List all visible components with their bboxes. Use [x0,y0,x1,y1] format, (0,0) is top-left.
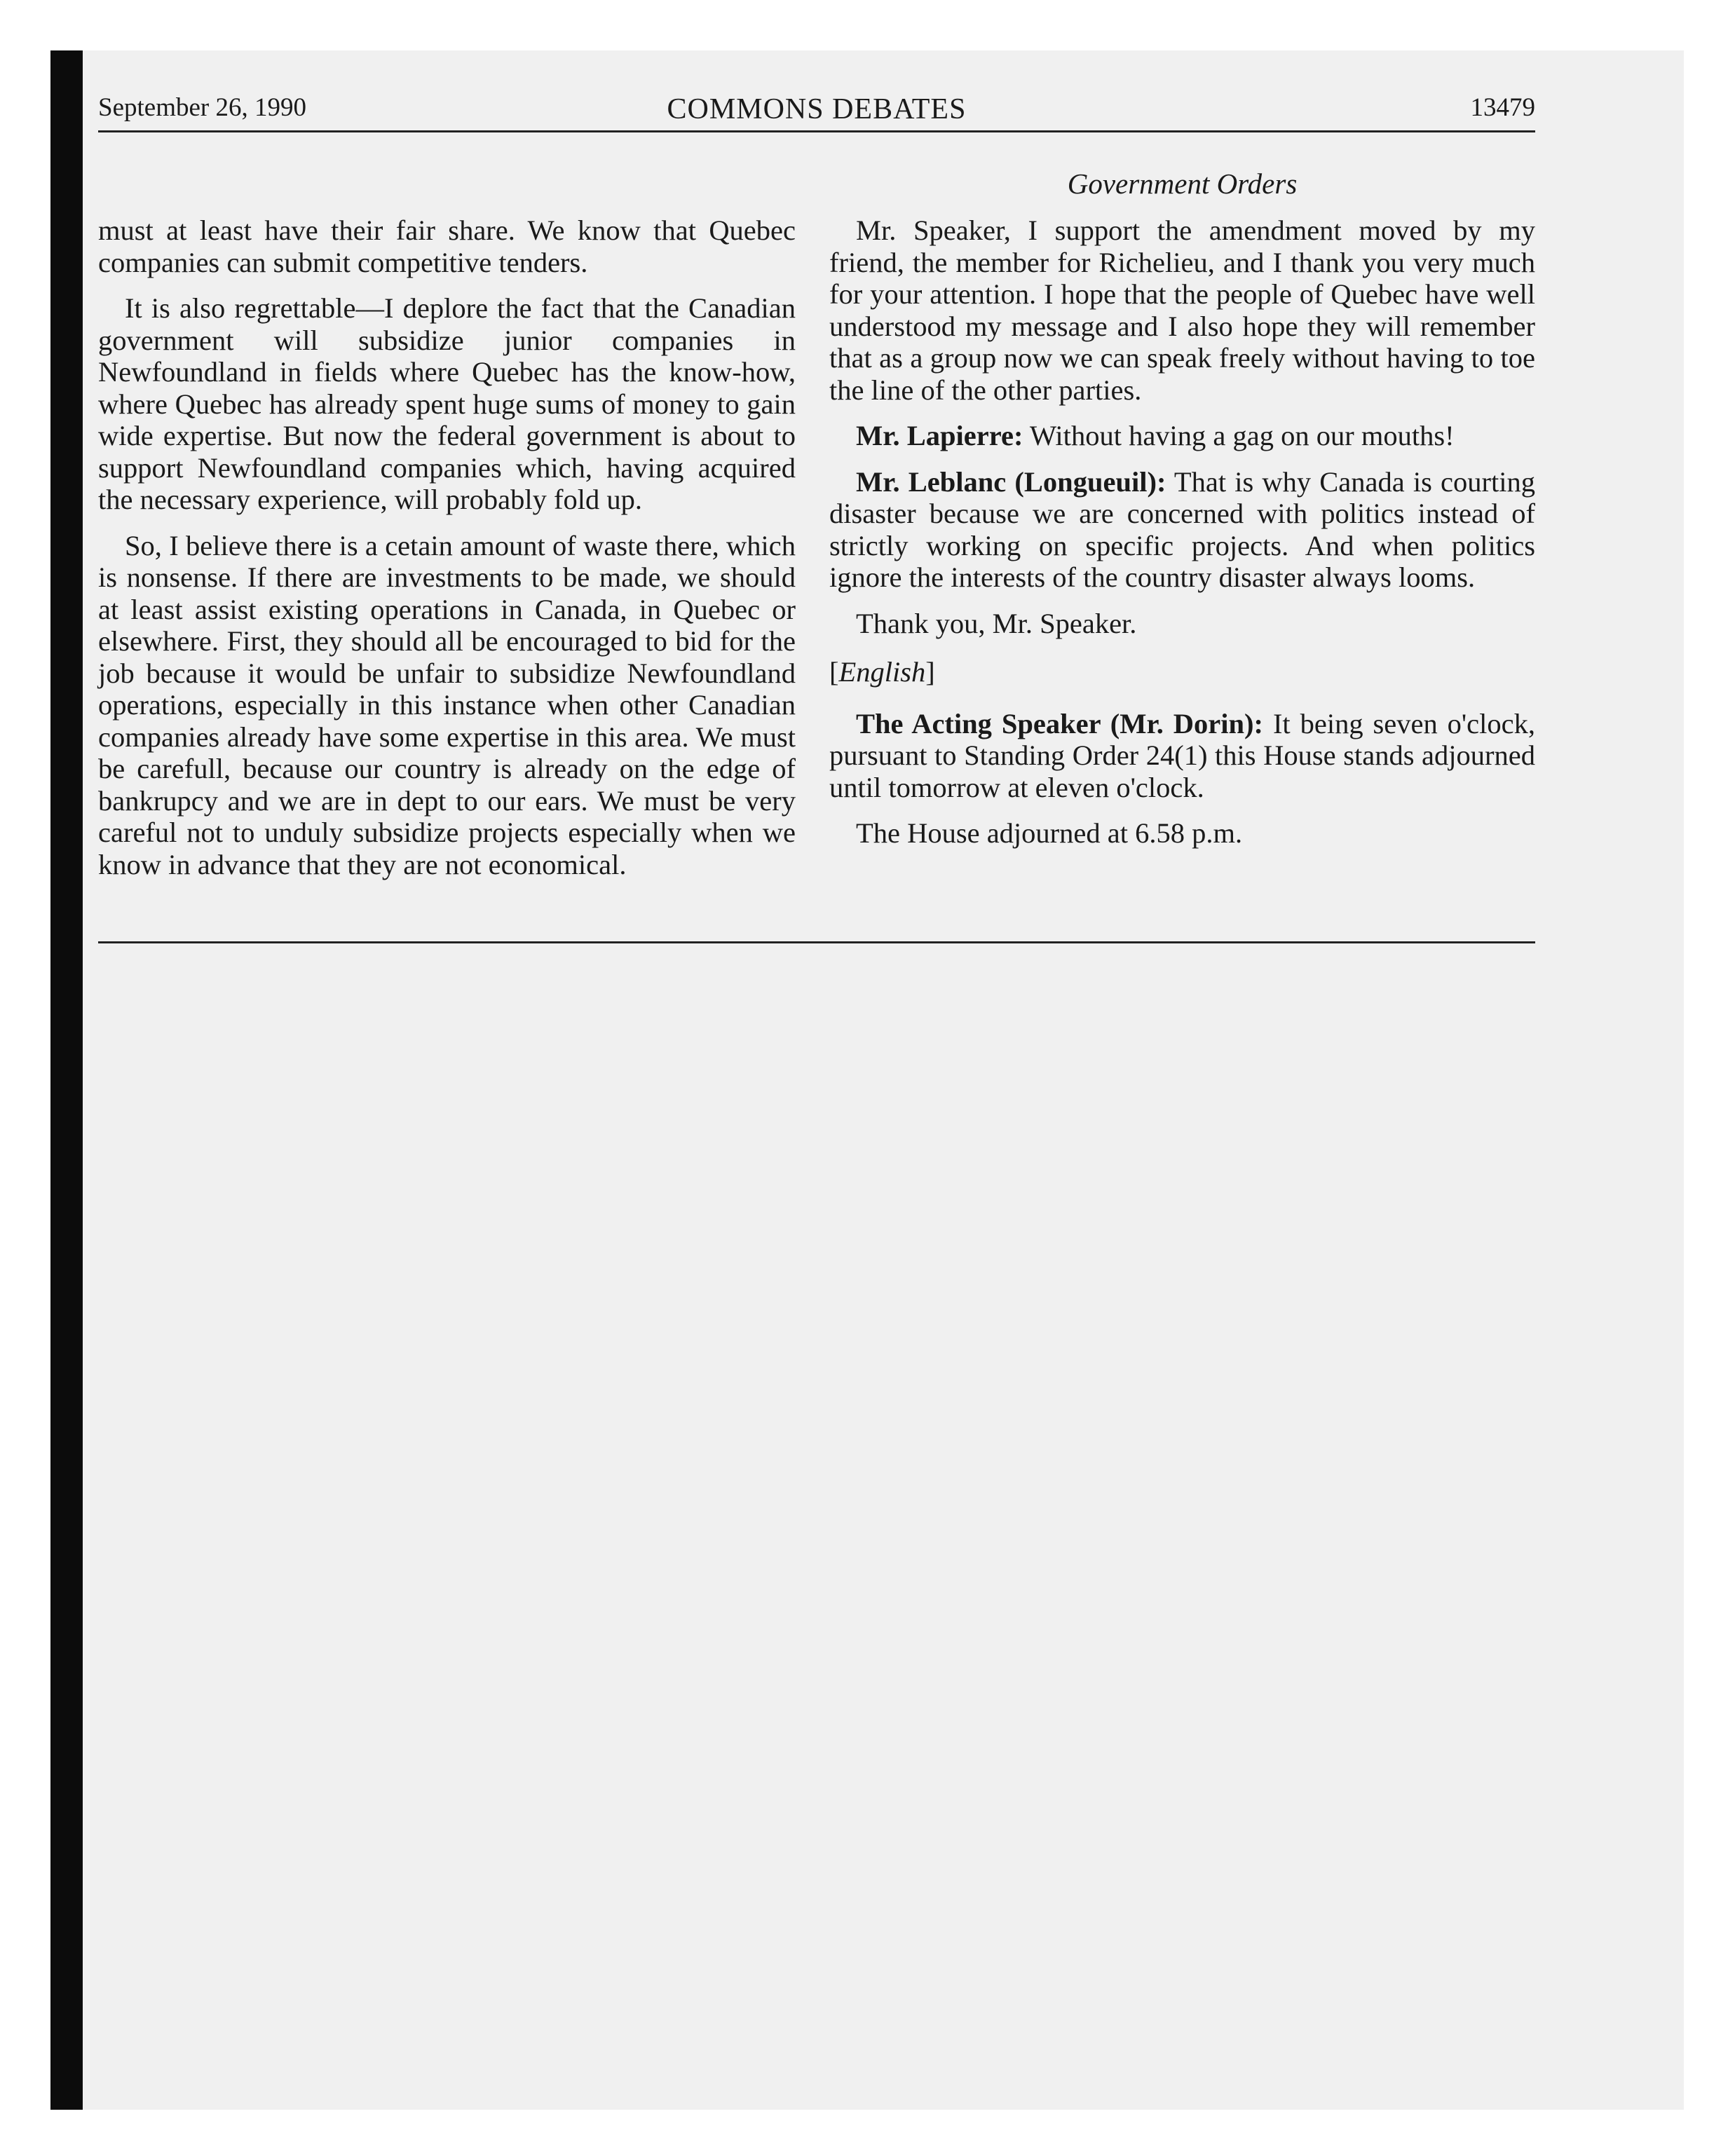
language-tag-text: English [838,656,926,688]
right-column [829,214,1535,866]
speech-text: It being seven o'clock, pursuant to Standing Order 24(1) this House stands adjourned until tomorrow at eleven o'clock. [829,707,1536,803]
speaker-name: Mr. Lapierre: [856,420,1023,451]
header-rule [98,130,1535,132]
header-page-number: 13479 [1470,93,1535,122]
header-date: September 26, 1990 [98,93,306,122]
speech-text: Without having a gag on our mouths! [1023,420,1455,451]
language-tag: [English] [829,656,935,688]
speaker-name: Mr. Leblanc (Longueuil): [856,465,1166,498]
section-title: Government Orders [1067,168,1298,200]
speaker-name: The Acting Speaker (Mr. Dorin): [856,707,1264,739]
page-header [98,93,1535,135]
left-paragraph-1: must at least have their fair share. We know that Quebec companies can submit competitive tenders. [98,214,796,278]
left-paragraph-3: So, I believe there is a cetain amount of waste there, which is nonsense. If there are investments to be made, we should at least assist existing operations in Canada, in Quebec or elsewhere. First, they should all be encouraged to bid for the job because it would be unfair to subsidize Newfoundland operations, especially in this instance when other Canadian companies already have some expertise in this area. We must be carefull, because our country is already on the edge of bankrupcy and we are in dept to our ears. We must be very careful not to unduly subsidize projects especially when we know in advance that they are not economical. [98,529,796,880]
speech-leblanc [829,466,1535,594]
speech-text: That is why Canada is courting disaster because we are concerned with politics instead of strictly working on specific projects. And when politics ignore the interests of the country disaster always looms. [829,465,1535,593]
scan-binding-edge [50,50,83,2110]
end-rule [98,941,1535,943]
left-column [98,214,796,894]
right-paragraph-thanks: Thank you, Mr. Speaker. [856,607,1137,639]
speech-lapierre [829,420,1535,452]
left-paragraph-2: It is also regrettable—I deplore the fact that the Canadian government will subsidize junior companies in Newfoundland in fields where Quebec has the know-how, where Quebec has already spent huge sums of money to gain wide expertise. But now the federal government is about to support Newfoundland companies which, having acquired the necessary experience, will probably fold up. [98,292,796,515]
speech-acting-speaker [829,708,1535,804]
header-title: COMMONS DEBATES [667,93,967,125]
right-paragraph-1: Mr. Speaker, I support the amendment moved by my friend, the member for Richelieu, and I thank you very much for your attention. I hope that the people of Quebec have well understood my message and I also hope they will remember that as a group now we can speak freely without having to toe the line of the other parties. [829,214,1535,406]
adjournment-note: The House adjourned at 6.58 p.m. [856,817,1243,849]
